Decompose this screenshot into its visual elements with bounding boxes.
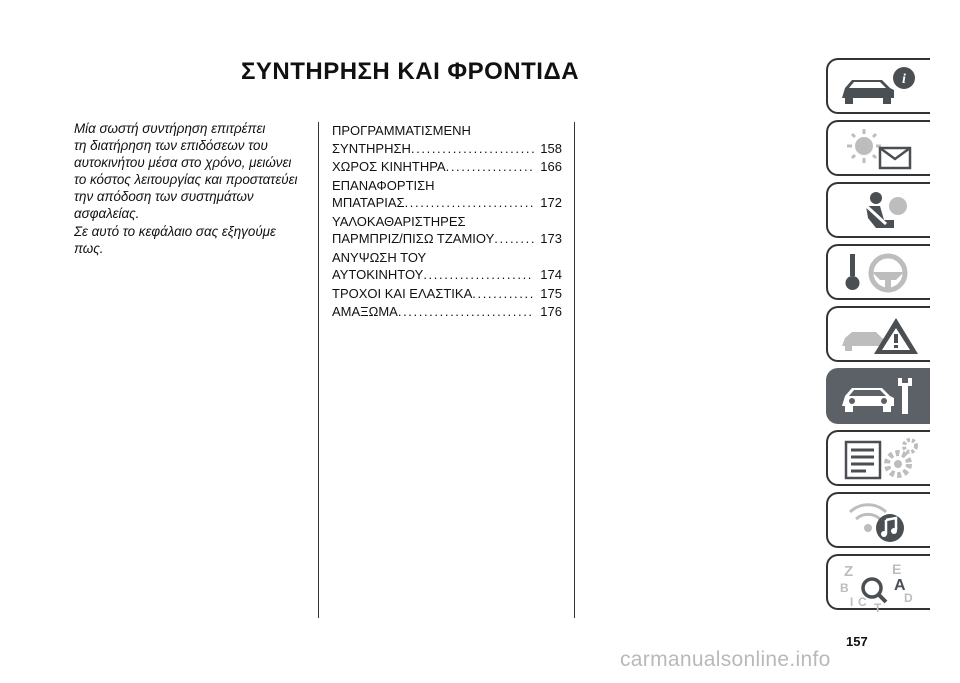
leader-dots bbox=[405, 194, 535, 212]
toc-page-number: 166 bbox=[540, 159, 562, 174]
toc-entry-title: ΜΠΑΤΑΡΙΑΣ bbox=[332, 195, 405, 210]
table-of-contents bbox=[332, 122, 562, 322]
chapter-tab-multimedia[interactable] bbox=[826, 492, 930, 548]
leader-dots bbox=[446, 158, 535, 176]
car-wrench-icon bbox=[836, 374, 926, 420]
toc-page-number: 176 bbox=[540, 304, 562, 319]
svg-text:i: i bbox=[902, 72, 906, 87]
leader-dots bbox=[411, 140, 534, 158]
index-letter: I bbox=[850, 595, 854, 609]
intro-text bbox=[74, 120, 304, 258]
specs-gear-icon bbox=[836, 436, 926, 482]
toc-entry-title: ΥΑΛΟΚΑΘΑΡΙΣΤΗΡΕΣ bbox=[332, 213, 466, 229]
index-letter: C bbox=[858, 595, 867, 609]
intro-line: την απόδοση των συστημάτων bbox=[74, 189, 254, 204]
key-steering-wheel-icon bbox=[836, 250, 926, 296]
toc-entry-title: ΕΠΑΝΑΦΟΡΤΙΣΗ bbox=[332, 177, 435, 193]
index-letter: E bbox=[892, 561, 902, 577]
index-letter: T bbox=[874, 601, 882, 614]
seat-airbag-icon bbox=[836, 188, 926, 234]
chapter-tab-starting-driving[interactable] bbox=[826, 244, 930, 300]
toc-entry-wipers[interactable] bbox=[332, 213, 562, 248]
chapter-tab-technical-data[interactable] bbox=[826, 430, 930, 486]
index-letter: D bbox=[904, 591, 913, 605]
chapter-tab-dashboard[interactable] bbox=[826, 120, 930, 176]
leader-dots bbox=[494, 230, 534, 248]
toc-entry-title: ΤΡΟΧΟΙ ΚΑΙ ΕΛΑΣΤΙΚΑ bbox=[332, 285, 473, 301]
chapter-tab-vehicle-info[interactable] bbox=[826, 58, 930, 114]
column-divider-right bbox=[574, 122, 575, 618]
toc-entry-scheduled-maintenance[interactable] bbox=[332, 122, 562, 157]
toc-page-number: 172 bbox=[540, 195, 562, 210]
toc-entry-title: ΑΥΤΟΚΙΝΗΤΟΥ bbox=[332, 267, 424, 282]
leader-dots bbox=[398, 303, 534, 321]
intro-line: πως. bbox=[74, 241, 104, 256]
leader-dots bbox=[472, 285, 534, 303]
toc-page-number: 173 bbox=[540, 231, 562, 246]
intro-line: Μία σωστή συντήρηση επιτρέπει bbox=[74, 121, 266, 136]
index-letter: A bbox=[894, 577, 906, 594]
toc-entry-bodywork[interactable] bbox=[332, 303, 562, 321]
toc-entry-title: ΠΡΟΓΡΑΜΜΑΤΙΣΜΕΝΗ bbox=[332, 123, 471, 138]
toc-entry-battery-recharging[interactable] bbox=[332, 177, 562, 212]
intro-line: αυτοκινήτου μέσα στο χρόνο, μειώνει bbox=[74, 155, 292, 170]
emergency-triangle-icon bbox=[836, 312, 926, 358]
toc-page-number: 158 bbox=[540, 140, 562, 156]
toc-entry-title: ΠΑΡΜΠΡΙΖ/ΠΙΣΩ ΤΖΑΜΙΟΥ bbox=[332, 231, 495, 246]
toc-entry-lifting-vehicle[interactable] bbox=[332, 249, 562, 284]
chapter-tab-maintenance[interactable] bbox=[826, 368, 930, 424]
toc-page-number: 175 bbox=[540, 285, 562, 301]
chapter-tab-emergency[interactable] bbox=[826, 306, 930, 362]
intro-line: το κόστος λειτουργίας και προστατεύει bbox=[74, 172, 298, 187]
index-letter: Z bbox=[844, 563, 854, 580]
intro-line: Σε αυτό το κεφάλαιο σας εξηγούμε bbox=[74, 224, 276, 239]
intro-paragraph-2 bbox=[74, 223, 304, 257]
alphabetical-index-icon bbox=[836, 560, 926, 614]
column-divider-left bbox=[318, 122, 319, 618]
toc-entry-title: ΑΜΑΞΩΜΑ bbox=[332, 304, 398, 319]
chapter-title: ΣΥΝΤΗΡΗΣΗ ΚΑΙ ΦΡΟΝΤΙΔΑ bbox=[240, 58, 580, 85]
multimedia-icon bbox=[836, 498, 926, 544]
toc-page-number: 174 bbox=[540, 267, 562, 282]
car-info-icon bbox=[836, 64, 926, 110]
toc-entry-title: ΧΩΡΟΣ ΚΙΝΗΤΗΡΑ bbox=[332, 159, 446, 174]
leader-dots bbox=[423, 266, 534, 284]
intro-paragraph-1 bbox=[74, 120, 304, 222]
index-letter: B bbox=[840, 581, 849, 595]
watermark: carmanualsonline.info bbox=[620, 648, 831, 671]
chapter-tab-safety[interactable] bbox=[826, 182, 930, 238]
chapter-tab-index[interactable] bbox=[826, 554, 930, 614]
toc-entry-wheels-tyres[interactable] bbox=[332, 285, 562, 303]
toc-entry-title: ΣΥΝΤΗΡΗΣΗ bbox=[332, 140, 411, 156]
toc-entry-title: ΑΝΥΨΩΣΗ ΤΟΥ bbox=[332, 249, 427, 265]
toc-entry-engine-bay[interactable] bbox=[332, 158, 562, 176]
intro-line: τη διατήρηση των επιδόσεων του bbox=[74, 138, 268, 153]
page-number: 157 bbox=[846, 634, 868, 649]
warning-lights-message-icon bbox=[836, 126, 926, 172]
intro-line: ασφαλείας. bbox=[74, 206, 140, 221]
